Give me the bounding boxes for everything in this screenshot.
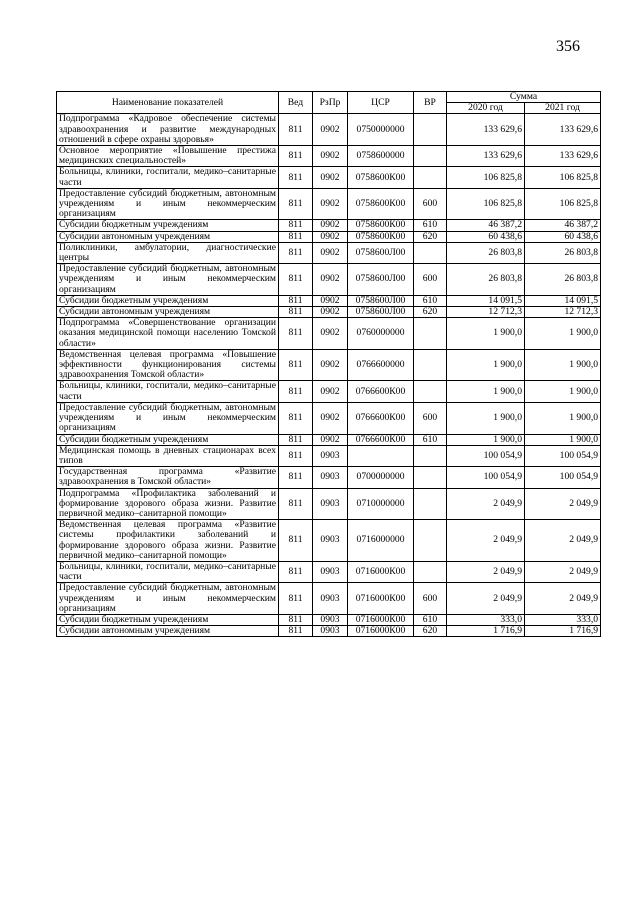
header-rzpr: РзПр xyxy=(313,92,348,114)
row-sum-2021: 1 900,0 xyxy=(525,381,601,402)
row-ved: 811 xyxy=(279,188,313,220)
row-name: Медицинская помощь в дневных стационарах всех типов xyxy=(57,445,279,466)
row-ved: 811 xyxy=(279,146,313,167)
row-name: Подпрограмма «Совершенствование организации оказания медицинской помощи населению Томской области» xyxy=(57,318,279,350)
row-ved: 811 xyxy=(279,434,313,445)
table-row xyxy=(57,445,601,466)
row-sum-2021: 100 054,9 xyxy=(525,445,601,466)
row-sum-2021: 100 054,9 xyxy=(525,467,601,488)
row-sum-2021: 14 091,5 xyxy=(525,295,601,306)
row-name: Субсидии бюджетным учреждениям xyxy=(57,295,279,306)
row-name: Основное мероприятие «Повышение престижа медицинских специальностей» xyxy=(57,146,279,167)
row-csr: 0766600К00 xyxy=(348,381,414,402)
row-csr: 0760000000 xyxy=(348,318,414,350)
row-ved: 811 xyxy=(279,626,313,637)
header-sum: Сумма xyxy=(447,92,601,103)
row-name: Субсидии автономным учреждениям xyxy=(57,231,279,242)
row-vr: 600 xyxy=(414,402,447,434)
row-rzpr: 0902 xyxy=(313,264,348,296)
row-sum-2020: 100 054,9 xyxy=(447,467,525,488)
table-row xyxy=(57,561,601,582)
table-row xyxy=(57,434,601,445)
row-rzpr: 0902 xyxy=(313,318,348,350)
row-vr xyxy=(414,167,447,188)
header-ved: Вед xyxy=(279,92,313,114)
row-sum-2021: 12 712,3 xyxy=(525,307,601,318)
row-vr: 600 xyxy=(414,264,447,296)
row-sum-2020: 1 900,0 xyxy=(447,349,525,381)
row-csr: 0758600Л00 xyxy=(348,295,414,306)
table-body xyxy=(57,114,601,637)
row-name: Ведомственная целевая программа «Развитие системы профилактики заболеваний и формирование здорового образа жизни. Развитие первичной медико–санитарной помощи» xyxy=(57,520,279,562)
row-vr: 620 xyxy=(414,307,447,318)
row-sum-2021: 26 803,8 xyxy=(525,242,601,263)
row-name: Субсидии бюджетным учреждениям xyxy=(57,434,279,445)
page-number: 356 xyxy=(556,38,580,55)
row-ved: 811 xyxy=(279,114,313,146)
row-sum-2020: 333,0 xyxy=(447,614,525,625)
row-csr: 0716000К00 xyxy=(348,614,414,625)
row-sum-2021: 1 900,0 xyxy=(525,349,601,381)
header-row xyxy=(57,92,601,103)
table-row xyxy=(57,188,601,220)
table-row xyxy=(57,402,601,434)
header-vr: ВР xyxy=(414,92,447,114)
table-row xyxy=(57,318,601,350)
row-ved: 811 xyxy=(279,231,313,242)
row-ved: 811 xyxy=(279,614,313,625)
row-name: Подпрограмма «Кадровое обеспечение системы здравоохранения и развитие международных отношений в сфере охраны здоровья» xyxy=(57,114,279,146)
row-csr: 0716000К00 xyxy=(348,561,414,582)
header-year-2020: 2020 год xyxy=(447,103,525,114)
row-ved: 811 xyxy=(279,242,313,263)
row-sum-2020: 133 629,6 xyxy=(447,146,525,167)
row-csr: 0716000К00 xyxy=(348,583,414,615)
row-csr: 0766600К00 xyxy=(348,402,414,434)
row-sum-2021: 60 438,6 xyxy=(525,231,601,242)
row-ved: 811 xyxy=(279,402,313,434)
table-row xyxy=(57,488,601,520)
row-sum-2020: 60 438,6 xyxy=(447,231,525,242)
row-ved: 811 xyxy=(279,264,313,296)
row-rzpr: 0902 xyxy=(313,114,348,146)
table-row xyxy=(57,467,601,488)
row-vr: 610 xyxy=(414,220,447,231)
row-name: Ведомственная целевая программа «Повышение эффективности функционирования системы здравоохранения Томской области» xyxy=(57,349,279,381)
row-csr: 0758600К00 xyxy=(348,220,414,231)
row-rzpr: 0902 xyxy=(313,307,348,318)
row-rzpr: 0902 xyxy=(313,434,348,445)
row-sum-2020: 106 825,8 xyxy=(447,167,525,188)
row-csr: 0716000000 xyxy=(348,520,414,562)
row-sum-2021: 2 049,9 xyxy=(525,520,601,562)
row-vr xyxy=(414,467,447,488)
row-sum-2021: 46 387,2 xyxy=(525,220,601,231)
row-name: Больницы, клиники, госпитали, медико–санитарные части xyxy=(57,381,279,402)
row-sum-2021: 2 049,9 xyxy=(525,583,601,615)
row-csr: 0758600Л00 xyxy=(348,242,414,263)
row-ved: 811 xyxy=(279,467,313,488)
row-sum-2021: 2 049,9 xyxy=(525,561,601,582)
row-vr: 600 xyxy=(414,583,447,615)
row-name: Подпрограмма «Профилактика заболеваний и формирование здорового образа жизни. Развитие первичной медико–санитарной помощи» xyxy=(57,488,279,520)
row-rzpr: 0903 xyxy=(313,445,348,466)
row-sum-2021: 106 825,8 xyxy=(525,188,601,220)
row-name: Субсидии бюджетным учреждениям xyxy=(57,614,279,625)
row-csr: 0716000К00 xyxy=(348,626,414,637)
row-ved: 811 xyxy=(279,445,313,466)
row-rzpr: 0903 xyxy=(313,614,348,625)
row-ved: 811 xyxy=(279,520,313,562)
row-sum-2021: 133 629,6 xyxy=(525,114,601,146)
row-sum-2021: 133 629,6 xyxy=(525,146,601,167)
row-name: Предоставление субсидий бюджетным, автономным учреждениям и иным некоммерческим организациям xyxy=(57,583,279,615)
table-row xyxy=(57,242,601,263)
row-vr xyxy=(414,561,447,582)
table-row xyxy=(57,146,601,167)
row-name: Поликлиники, амбулатории, диагностические центры xyxy=(57,242,279,263)
table-row xyxy=(57,114,601,146)
row-name: Субсидии автономным учреждениям xyxy=(57,307,279,318)
row-sum-2020: 2 049,9 xyxy=(447,520,525,562)
row-csr: 0758600Л00 xyxy=(348,307,414,318)
row-csr: 0758600К00 xyxy=(348,188,414,220)
row-vr xyxy=(414,114,447,146)
row-rzpr: 0902 xyxy=(313,220,348,231)
row-ved: 811 xyxy=(279,167,313,188)
table-row xyxy=(57,381,601,402)
row-vr xyxy=(414,445,447,466)
row-sum-2020: 1 716,9 xyxy=(447,626,525,637)
row-sum-2020: 26 803,8 xyxy=(447,242,525,263)
row-sum-2020: 2 049,9 xyxy=(447,561,525,582)
table-row xyxy=(57,614,601,625)
row-name: Субсидии бюджетным учреждениям xyxy=(57,220,279,231)
row-rzpr: 0902 xyxy=(313,402,348,434)
row-ved: 811 xyxy=(279,583,313,615)
row-vr xyxy=(414,488,447,520)
row-vr: 620 xyxy=(414,626,447,637)
row-csr: 0758600Л00 xyxy=(348,264,414,296)
row-csr: 0750000000 xyxy=(348,114,414,146)
row-ved: 811 xyxy=(279,381,313,402)
row-csr: 0766600000 xyxy=(348,349,414,381)
row-sum-2020: 1 900,0 xyxy=(447,434,525,445)
row-rzpr: 0902 xyxy=(313,349,348,381)
row-sum-2021: 1 900,0 xyxy=(525,402,601,434)
row-ved: 811 xyxy=(279,318,313,350)
row-rzpr: 0902 xyxy=(313,381,348,402)
row-sum-2021: 2 049,9 xyxy=(525,488,601,520)
table-row xyxy=(57,520,601,562)
row-rzpr: 0902 xyxy=(313,188,348,220)
row-name: Субсидии автономным учреждениям xyxy=(57,626,279,637)
row-vr xyxy=(414,318,447,350)
row-csr: 0700000000 xyxy=(348,467,414,488)
row-rzpr: 0903 xyxy=(313,488,348,520)
row-rzpr: 0903 xyxy=(313,583,348,615)
row-rzpr: 0902 xyxy=(313,242,348,263)
row-vr xyxy=(414,520,447,562)
row-name: Больницы, клиники, госпитали, медико–санитарные части xyxy=(57,561,279,582)
row-rzpr: 0902 xyxy=(313,146,348,167)
row-csr: 0758600000 xyxy=(348,146,414,167)
row-csr: 0710000000 xyxy=(348,488,414,520)
row-vr: 610 xyxy=(414,434,447,445)
row-csr: 0758600К00 xyxy=(348,231,414,242)
table-row xyxy=(57,626,601,637)
row-sum-2021: 26 803,8 xyxy=(525,264,601,296)
row-sum-2021: 333,0 xyxy=(525,614,601,625)
row-sum-2020: 1 900,0 xyxy=(447,381,525,402)
header-csr: ЦСР xyxy=(348,92,414,114)
table-row xyxy=(57,220,601,231)
row-ved: 811 xyxy=(279,295,313,306)
table-row xyxy=(57,264,601,296)
row-name: Предоставление субсидий бюджетным, автономным учреждениям и иным некоммерческим организациям xyxy=(57,264,279,296)
row-sum-2021: 1 900,0 xyxy=(525,434,601,445)
row-sum-2020: 2 049,9 xyxy=(447,583,525,615)
row-vr: 610 xyxy=(414,614,447,625)
table-row xyxy=(57,231,601,242)
row-rzpr: 0902 xyxy=(313,295,348,306)
row-ved: 811 xyxy=(279,488,313,520)
row-sum-2020: 133 629,6 xyxy=(447,114,525,146)
row-rzpr: 0903 xyxy=(313,561,348,582)
row-sum-2020: 100 054,9 xyxy=(447,445,525,466)
row-vr xyxy=(414,146,447,167)
row-vr xyxy=(414,381,447,402)
row-sum-2020: 12 712,3 xyxy=(447,307,525,318)
row-vr: 600 xyxy=(414,188,447,220)
row-name: Предоставление субсидий бюджетным, автономным учреждениям и иным некоммерческим организациям xyxy=(57,188,279,220)
row-rzpr: 0903 xyxy=(313,467,348,488)
row-sum-2020: 2 049,9 xyxy=(447,488,525,520)
row-name: Больницы, клиники, госпитали, медико–санитарные части xyxy=(57,167,279,188)
row-csr: 0758600К00 xyxy=(348,167,414,188)
table-row xyxy=(57,307,601,318)
row-sum-2020: 1 900,0 xyxy=(447,318,525,350)
row-sum-2020: 46 387,2 xyxy=(447,220,525,231)
row-ved: 811 xyxy=(279,220,313,231)
row-name: Государственная программа «Развитие здравоохранения в Томской области» xyxy=(57,467,279,488)
row-ved: 811 xyxy=(279,307,313,318)
row-rzpr: 0903 xyxy=(313,626,348,637)
row-sum-2021: 1 900,0 xyxy=(525,318,601,350)
row-sum-2020: 14 091,5 xyxy=(447,295,525,306)
table-row xyxy=(57,167,601,188)
row-vr xyxy=(414,349,447,381)
row-vr: 610 xyxy=(414,295,447,306)
header-year-2021: 2021 год xyxy=(525,103,601,114)
row-sum-2020: 106 825,8 xyxy=(447,188,525,220)
row-rzpr: 0903 xyxy=(313,520,348,562)
row-csr: 0766600К00 xyxy=(348,434,414,445)
table-row xyxy=(57,349,601,381)
row-csr xyxy=(348,445,414,466)
budget-table xyxy=(56,91,601,637)
row-sum-2021: 106 825,8 xyxy=(525,167,601,188)
row-sum-2021: 1 716,9 xyxy=(525,626,601,637)
row-vr xyxy=(414,242,447,263)
row-ved: 811 xyxy=(279,561,313,582)
row-sum-2020: 1 900,0 xyxy=(447,402,525,434)
table-row xyxy=(57,583,601,615)
row-rzpr: 0902 xyxy=(313,231,348,242)
row-ved: 811 xyxy=(279,349,313,381)
table-row xyxy=(57,295,601,306)
row-vr: 620 xyxy=(414,231,447,242)
header-name: Наименование показателей xyxy=(57,92,279,114)
row-rzpr: 0902 xyxy=(313,167,348,188)
row-sum-2020: 26 803,8 xyxy=(447,264,525,296)
row-name: Предоставление субсидий бюджетным, автономным учреждениям и иным некоммерческим организациям xyxy=(57,402,279,434)
